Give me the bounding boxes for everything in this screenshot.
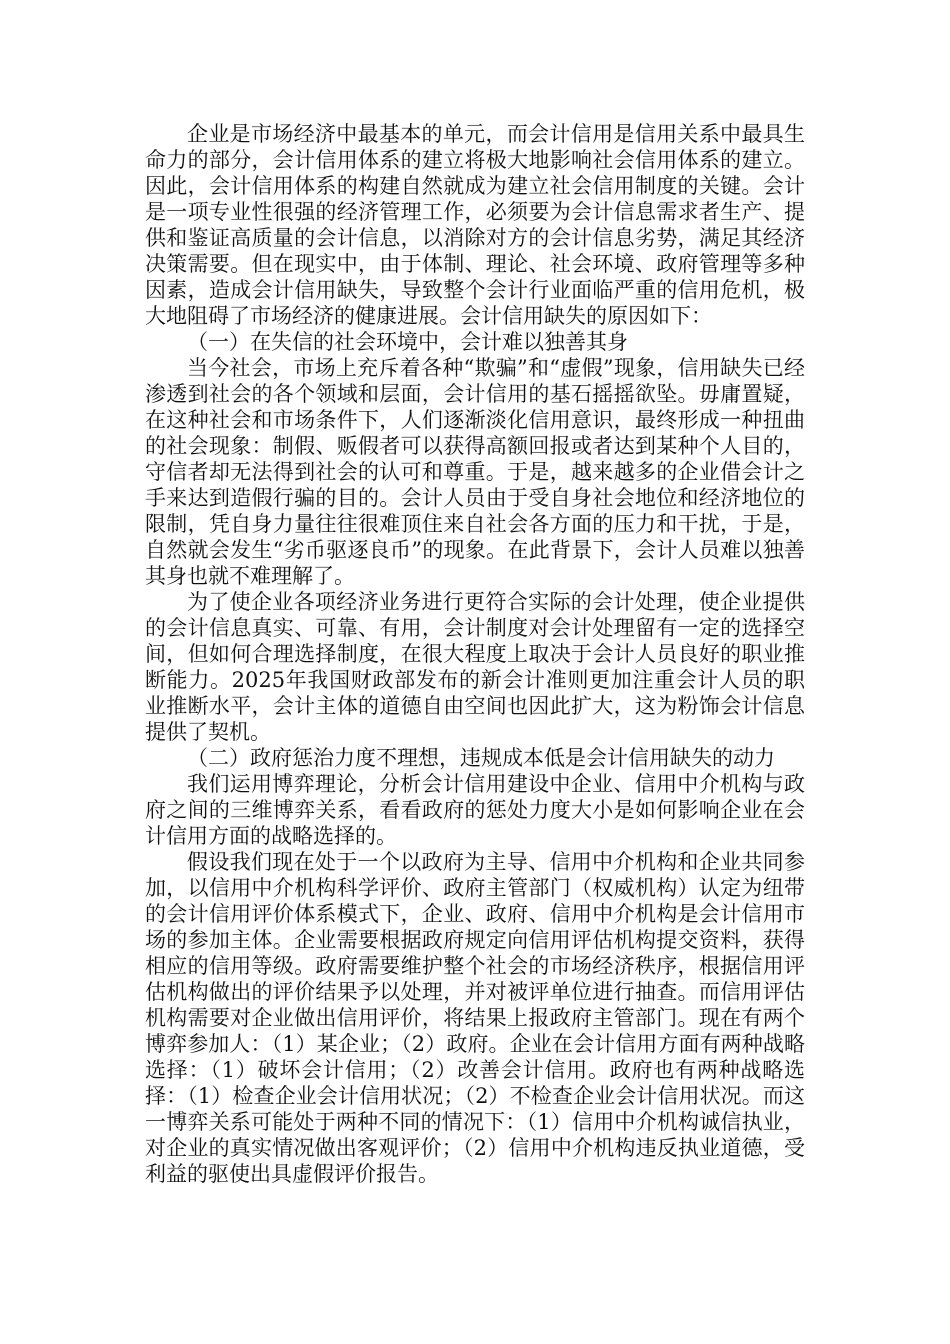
paragraph-social-environment: 当今社会，市场上充斥着各种“欺骗”和“虚假”现象，信用缺失已经渗透到社会的各个领域和层面，会计信用的基石摇摇欲坠。毋庸置疑，在这种社会和市场条件下，人们逐渐淡化信用意识，最终形成一种扭曲的社会现象：制假、贩假者可以获得高额回报或者达到某种个人目的，守信者却无法得到社会的认可和尊重。于是，越来越多的企业借会计之手来达到造假行骗的目的。会计人员由于受自身社会地位和经济地位的限制，凭自身力量往往很难顶住来自社会各方面的压力和干扰，于是， 自然就会发生“劣币驱逐良币”的现象。在此背景下，会计人员难以独善其身也就不难理解了。 xyxy=(145,356,805,588)
paragraph-intro: 企业是市场经济中最基本的单元，而会计信用是信用关系中最具生命力的部分，会计信用体系的建立将极大地影响社会信用体系的建立。因此，会计信用体系的构建自然就成为建立社会信用制度的关键。会计是一项专业性很强的经济管理工作，必须要为会计信息需求者生产、提供和鉴证高质量的会计信息，以消除对方的会计信息劣势，满足其经济决策需要。但在现实中，由于体制、理论、社会环境、政府管理等多种因素，造成会计信用缺失，导致整个会计行业面临严重的信用危机，极大地阻碍了市场经济的健康进展。会计信用缺失的原因如下： xyxy=(145,122,805,328)
section-heading-2: （二）政府惩治力度不理想，违规成本低是会计信用缺失的动力 xyxy=(187,746,775,770)
paragraph-game-theory: 我们运用博弈理论，分析会计信用建设中企业、信用中介机构与政府之间的三维博弈关系，看看政府的惩处力度大小是如何影响企业在会计信用方面的战略选择的。 xyxy=(145,772,805,848)
document-body xyxy=(145,121,805,1187)
paragraph-accounting-standards: 为了使企业各项经济业务进行更符合实际的会计处理，使企业提供的会计信息真实、可靠、有用，会计制度对会计处理留有一定的选择空间，但如何合理选择制度，在很大程度上取决于会计人员良好的职业推断能力。2025年我国财政部发布的新会计准则更加注重会计人员的职业推断水平，会计主体的道德自由空间也因此扩大，这为粉饰会计信息提供了契机。 xyxy=(145,590,805,744)
section-heading-1: （一）在失信的社会环境中，会计难以独善其身 xyxy=(187,330,628,354)
paragraph-game-model: 假设我们现在处于一个以政府为主导、信用中介机构和企业共同参加，以信用中介机构科学评价、政府主管部门（权威机构）认定为纽带的会计信用评价体系模式下，企业、政府、信用中介机构是会计信用市场的参加主体。企业需要根据政府规定向信用评估机构提交资料，获得相应的信用等级。政府需要维护整个社会的市场经济秩序，根据信用评估机构做出的评价结果予以处理，并对被评单位进行抽查。而信用评估机构需要对企业做出信用评价，将结果上报政府主管部门。现在有两个博弈参加人：（1）某企业；（2）政府。企业在会计信用方面有两种战略选择：（1）破坏会计信用；（2）改善会计信用。政府也有两种战略选择：（1）检查企业会计信用状况；（2）不检查企业会计信用状况。而这一博弈关系可能处于两种不同的情况下：（1）信用中介机构诚信执业，对企业的真实情况做出客观评价；（2）信用中介机构违反执业道德，受利益的驱使出具虚假评价报告。 xyxy=(145,850,805,1186)
